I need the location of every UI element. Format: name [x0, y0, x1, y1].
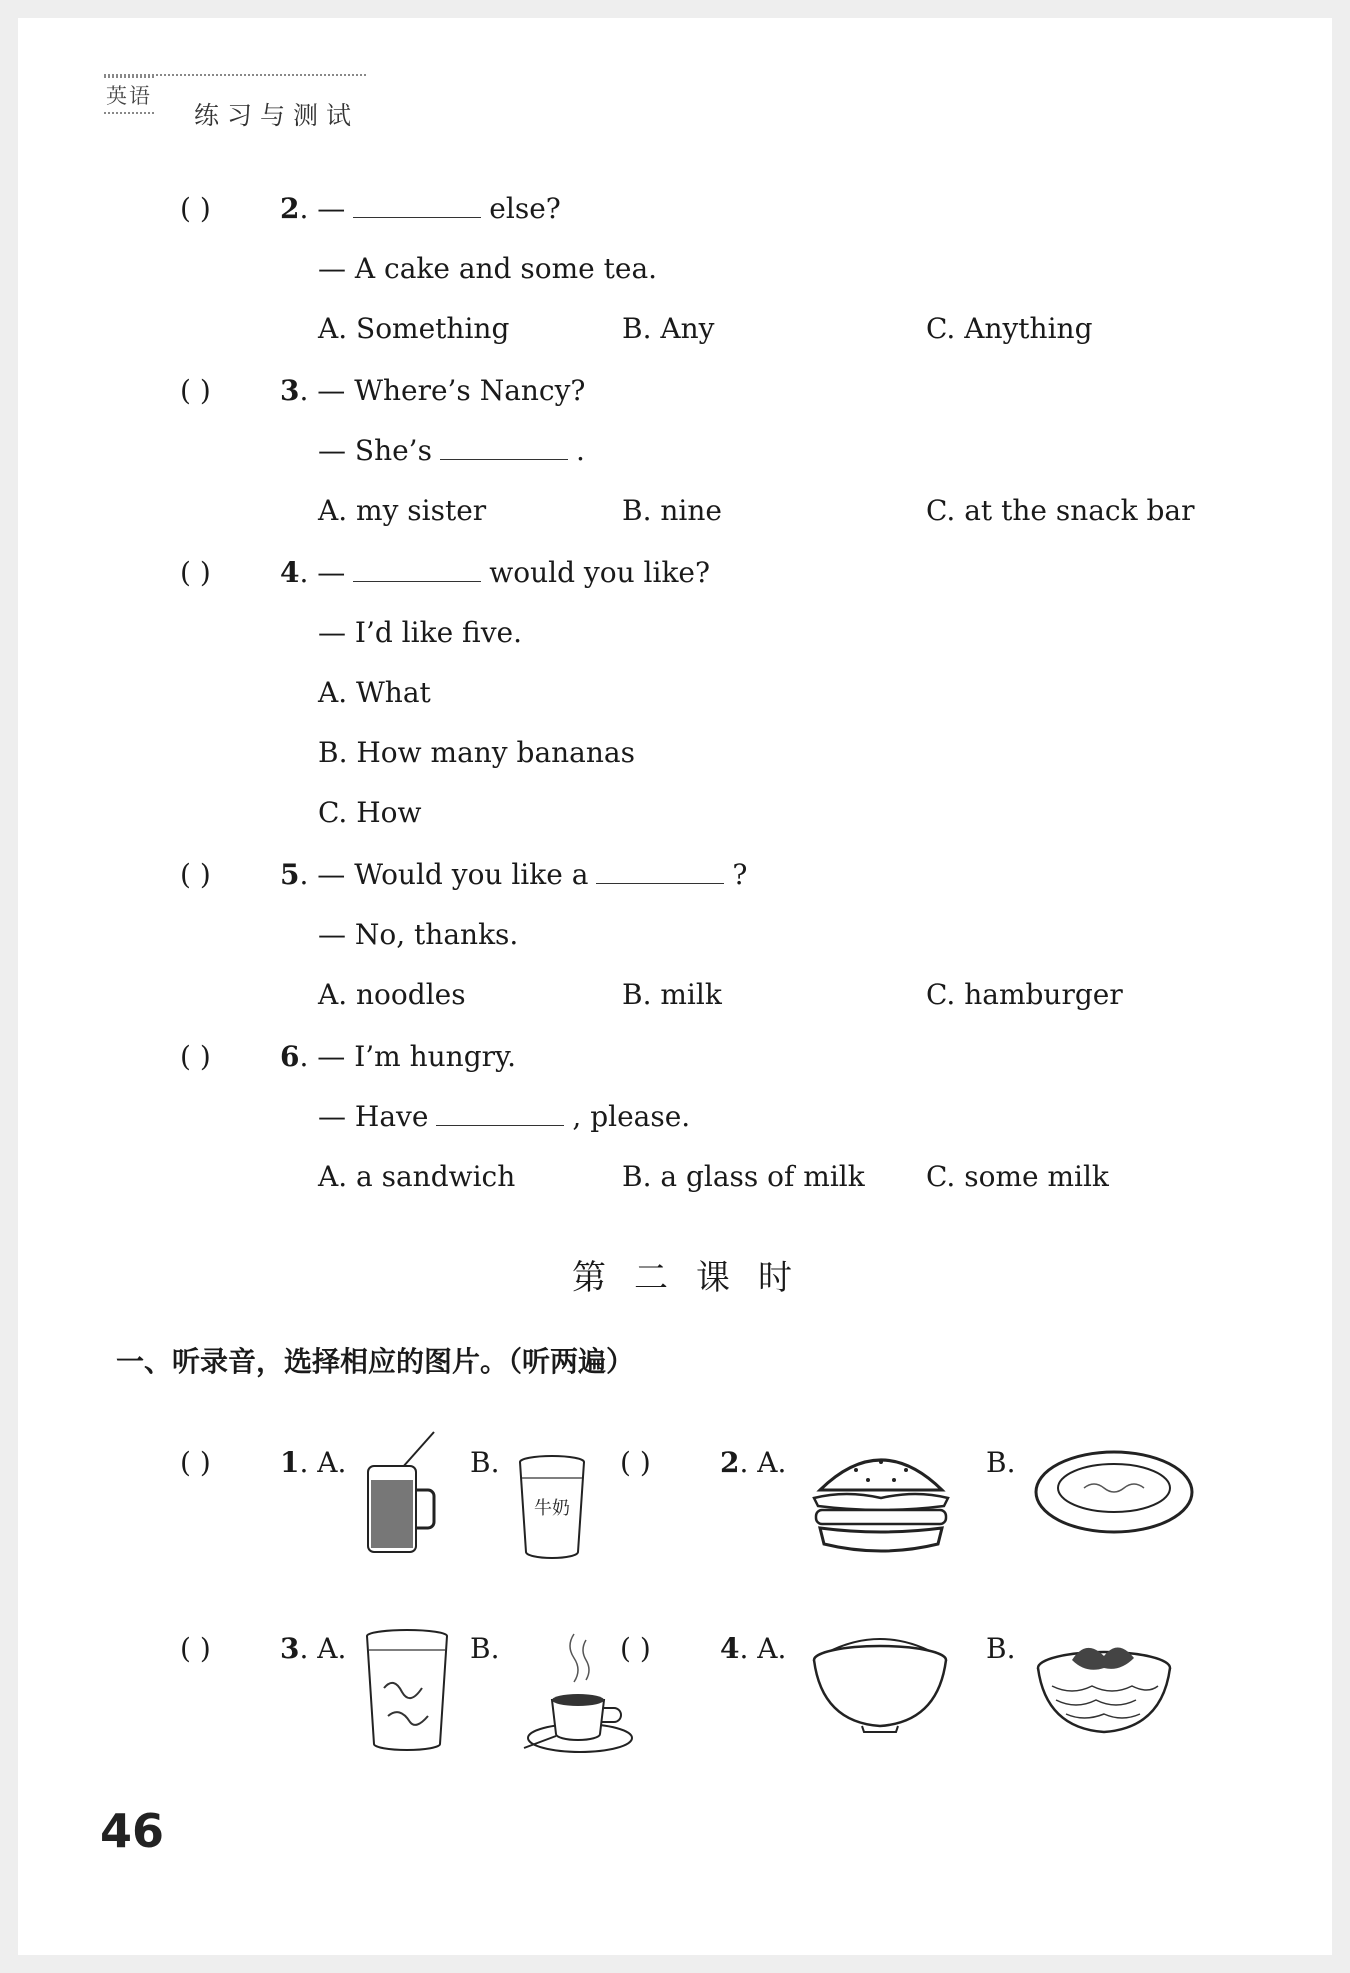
option-b: B. nine [622, 494, 722, 527]
section-title: 第二课时 [572, 1258, 820, 1298]
subject-label: 英语 [104, 76, 154, 114]
instruction: 一、听录音，选择相应的图片。（听两遍） [116, 1345, 635, 1378]
answer-paren[interactable]: ( ) [620, 1446, 651, 1479]
question-number: 3 [280, 374, 300, 407]
tea-glass-icon[interactable] [364, 1628, 450, 1752]
page-number: 46 [100, 1804, 165, 1858]
question-2-reply: — A cake and some tea. [318, 252, 658, 285]
listening-3: 3. A. [280, 1632, 347, 1665]
question-number: 2 [280, 192, 300, 225]
option-a: A. Something [318, 312, 510, 345]
option-c: C. Anything [926, 312, 1093, 345]
blank-line[interactable] [353, 216, 481, 218]
question-2-stem: 2. — else? [280, 192, 561, 225]
answer-paren[interactable]: ( ) [180, 1632, 211, 1665]
listening-3-b: B. [470, 1632, 500, 1665]
answer-paren[interactable]: ( ) [180, 556, 211, 589]
option-c: C. hamburger [926, 978, 1123, 1011]
iced-drink-icon[interactable] [362, 1428, 444, 1558]
question-number: 4 [720, 1632, 740, 1665]
option-b: B. How many bananas [318, 736, 635, 769]
question-5-reply: — No, thanks. [318, 918, 519, 951]
listening-4-b: B. [986, 1632, 1016, 1665]
question-number: 5 [280, 858, 300, 891]
answer-paren[interactable]: ( ) [180, 1040, 211, 1073]
question-number: 6 [280, 1040, 300, 1073]
option-b: B. Any [622, 312, 715, 345]
milk-label: 牛奶 [534, 1498, 570, 1519]
option-c: C. some milk [926, 1160, 1109, 1193]
question-number: 2 [720, 1446, 740, 1479]
blank-line[interactable] [596, 882, 724, 884]
option-c: C. How [318, 796, 422, 829]
option-a: A. a sandwich [318, 1160, 516, 1193]
noodle-bowl-icon[interactable] [1032, 1630, 1176, 1740]
answer-paren[interactable]: ( ) [620, 1632, 651, 1665]
option-a: A. What [318, 676, 431, 709]
listening-1: 1. A. [280, 1446, 347, 1479]
option-c: C. at the snack bar [926, 494, 1195, 527]
listening-2-b: B. [986, 1446, 1016, 1479]
hamburger-icon[interactable] [806, 1440, 956, 1560]
milk-glass-icon[interactable] [514, 1452, 590, 1562]
question-3-reply: — She’s . [318, 434, 585, 467]
coffee-cup-icon[interactable] [516, 1630, 634, 1760]
blank-line[interactable] [440, 458, 568, 460]
listening-1-b: B. [470, 1446, 500, 1479]
option-a: A. my sister [318, 494, 487, 527]
rice-bowl-icon[interactable] [808, 1626, 952, 1736]
question-3-stem: 3. — Where’s Nancy? [280, 374, 586, 407]
listening-2: 2. A. [720, 1446, 787, 1479]
question-number: 4 [280, 556, 300, 589]
question-5-stem: 5. — Would you like a ? [280, 858, 748, 891]
option-b: B. milk [622, 978, 722, 1011]
question-4-stem: 4. — would you like? [280, 556, 711, 589]
blank-line[interactable] [353, 580, 481, 582]
question-number: 1 [280, 1446, 300, 1479]
question-6-stem: 6. — I’m hungry. [280, 1040, 517, 1073]
option-a: A. noodles [318, 978, 466, 1011]
listening-4: 4. A. [720, 1632, 787, 1665]
answer-paren[interactable]: ( ) [180, 858, 211, 891]
answer-paren[interactable]: ( ) [180, 1446, 211, 1479]
question-4-reply: — I’d like five. [318, 616, 522, 649]
question-number: 3 [280, 1632, 300, 1665]
book-title: 练习与测试 [194, 101, 360, 130]
answer-paren[interactable]: ( ) [180, 192, 211, 225]
blank-line[interactable] [436, 1124, 564, 1126]
question-6-reply: — Have , please. [318, 1100, 691, 1133]
soup-plate-icon[interactable] [1032, 1446, 1196, 1538]
option-b: B. a glass of milk [622, 1160, 865, 1193]
answer-paren[interactable]: ( ) [180, 374, 211, 407]
